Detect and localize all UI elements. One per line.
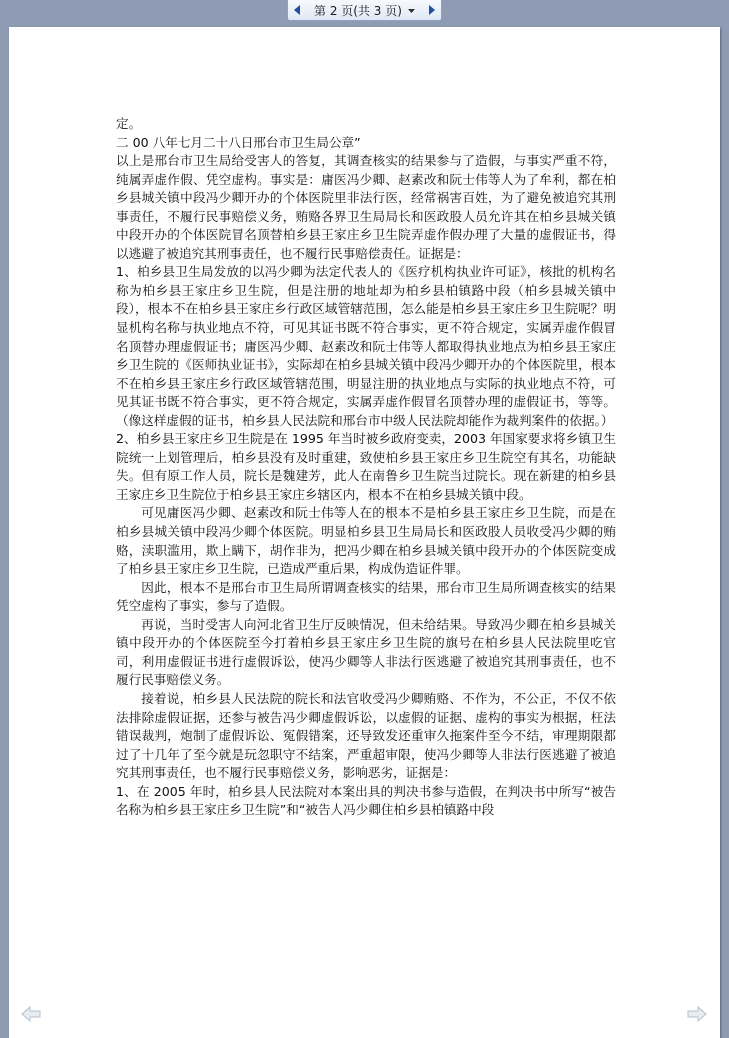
triangle-left-icon: [292, 4, 302, 16]
page-indicator-label: 第 2 页(共 3 页): [314, 3, 402, 18]
document-paragraph: 可见庸医冯少卿、赵素改和阮士伟等人在的根本不是柏乡县王家庄乡卫生院，而是在柏乡县城关镇中段冯少卿个体医院。明显柏乡县卫生局局长和医政股人员收受冯少卿的贿赂，渎职滥用，欺上瞒下，胡作非为，把冯少卿在柏乡县城关镇中段开办的个体医院变成了柏乡县王家庄乡卫生院，已造成严重后果，构成伪造证件罪。: [116, 505, 616, 577]
arrow-right-icon: [687, 1005, 707, 1023]
document-paragraph: 因此，根本不是邢台市卫生局所谓调查核实的结果，邢台市卫生局所调查核实的结果凭空虚构了事实，参与了造假。: [116, 579, 616, 614]
page-navigator: [287, 0, 442, 21]
document-paragraph: 二 00 八年七月二十八日邢台市卫生局公章”: [116, 134, 361, 150]
document-paragraph: 1、在 2005 年时，柏乡县人民法院对本案出具的判决书参与造假，在判决书中所写“被告名称为柏乡县王家庄乡卫生院”和“被告人冯少卿住柏乡县柏镇路中段: [116, 783, 616, 818]
document-paragraph: 再说，当时受害人向河北省卫生厅反映情况，但未给结果。导致冯少卿在柏乡县城关镇中段开办的个体医院至今打着柏乡县王家庄乡卫生院的旗号在柏乡县人民法院里吃官司，利用虚假证书进行虚假诉讼，使冯少卿等人非法行医逃避了被追究其刑事责任，也不履行民事赔偿义务。: [116, 616, 616, 688]
document-paragraph: 接着说，柏乡县人民法院的院长和法官收受冯少卿贿赂、不作为，不公正，不仅不依法排除虚假证据，还参与被告冯少卿虚假诉讼，以虚假的证据、虚构的事实为根据，枉法错误裁判，炮制了虚假诉讼、冤假错案，还导致发还重审久拖案件至今不结，审理期限都过了十几年了至今就是玩忽职守不结案，严重超审限，使冯少卿等人非法行医逃避了被追究其刑事责任，也不履行民事赔偿义务，影响恶劣，证据是：: [116, 690, 616, 781]
previous-page-button[interactable]: [288, 1, 306, 20]
next-page-button[interactable]: [423, 1, 441, 20]
triangle-right-icon: [427, 4, 437, 16]
arrow-left-icon: [21, 1005, 41, 1023]
page-indicator-dropdown[interactable]: [306, 2, 423, 19]
previous-page-corner-button[interactable]: [21, 1005, 41, 1023]
chevron-down-icon: [408, 3, 415, 17]
document-body: [116, 115, 616, 820]
next-page-corner-button[interactable]: [687, 1005, 707, 1023]
document-paragraph: 以上是邢台市卫生局给受害人的答复，其调查核实的结果参与了造假，与事实严重不符，纯属弄虚作假、凭空虚构。事实是：庸医冯少卿、赵素改和阮士伟等人为了牟利，都在柏乡县城关镇中段冯少卿开办的个体医院里非法行医，经常祸害百姓，为了避免被追究其刑事责任，不履行民事赔偿义务，贿赂各界卫生局局长和医政股人员允许其在柏乡县城关镇中段开办的个体医院冒名顶替柏乡县王家庄乡卫生院弄虚作假办理了大量的虚假证书，得以逃避了被追究其刑事责任，也不履行民事赔偿责任。证据是：: [116, 153, 616, 261]
document-paragraph: 1、柏乡县卫生局发放的以冯少卿为法定代表人的《医疗机构执业许可证》，核批的机构名称为柏乡县王家庄乡卫生院，但是注册的地址却为柏乡县柏镇路中段（柏乡县城关镇中段），根本不在柏乡县王家庄乡行政区域管辖范围，怎么能是柏乡县王家庄乡卫生院呢？明显机构名称与执业地点不符，可见其证书既不符合事实，更不符合规定，实属弄虚作假冒名顶替办理虚假证书；庸医冯少卿、赵素改和阮士伟等人都取得执业地点为柏乡县王家庄乡卫生院的《医师执业证书》，实际却在柏乡县城关镇中段冯少卿开办的个体医院里，根本不在柏乡县王家庄乡行政区域管辖范围，明显注册的执业地点与实际的执业地点不符，可见其证书既不符合事实，更不符合规定，实属弄虚作假冒名顶替办理的虚假证书，等等。（像这样虚假的证书，柏乡县人民法院和邢台市中级人民法院却能作为裁判案件的依据。）: [116, 264, 616, 428]
document-paragraph: 定。: [116, 116, 142, 131]
document-page: [9, 27, 720, 1038]
document-paragraph: 2、柏乡县王家庄乡卫生院是在 1995 年当时被乡政府变卖，2003 年国家要求将乡镇卫生院统一上划管理后，柏乡县没有及时重建，致使柏乡县王家庄乡卫生院空有其名，功能缺失。但有原工作人员，院长是魏建芳，此人在南鲁乡卫生院当过院长。现在新建的柏乡县王家庄乡卫生院位于柏乡县王家庄乡辖区内，根本不在柏乡县城关镇中段。: [116, 431, 616, 502]
